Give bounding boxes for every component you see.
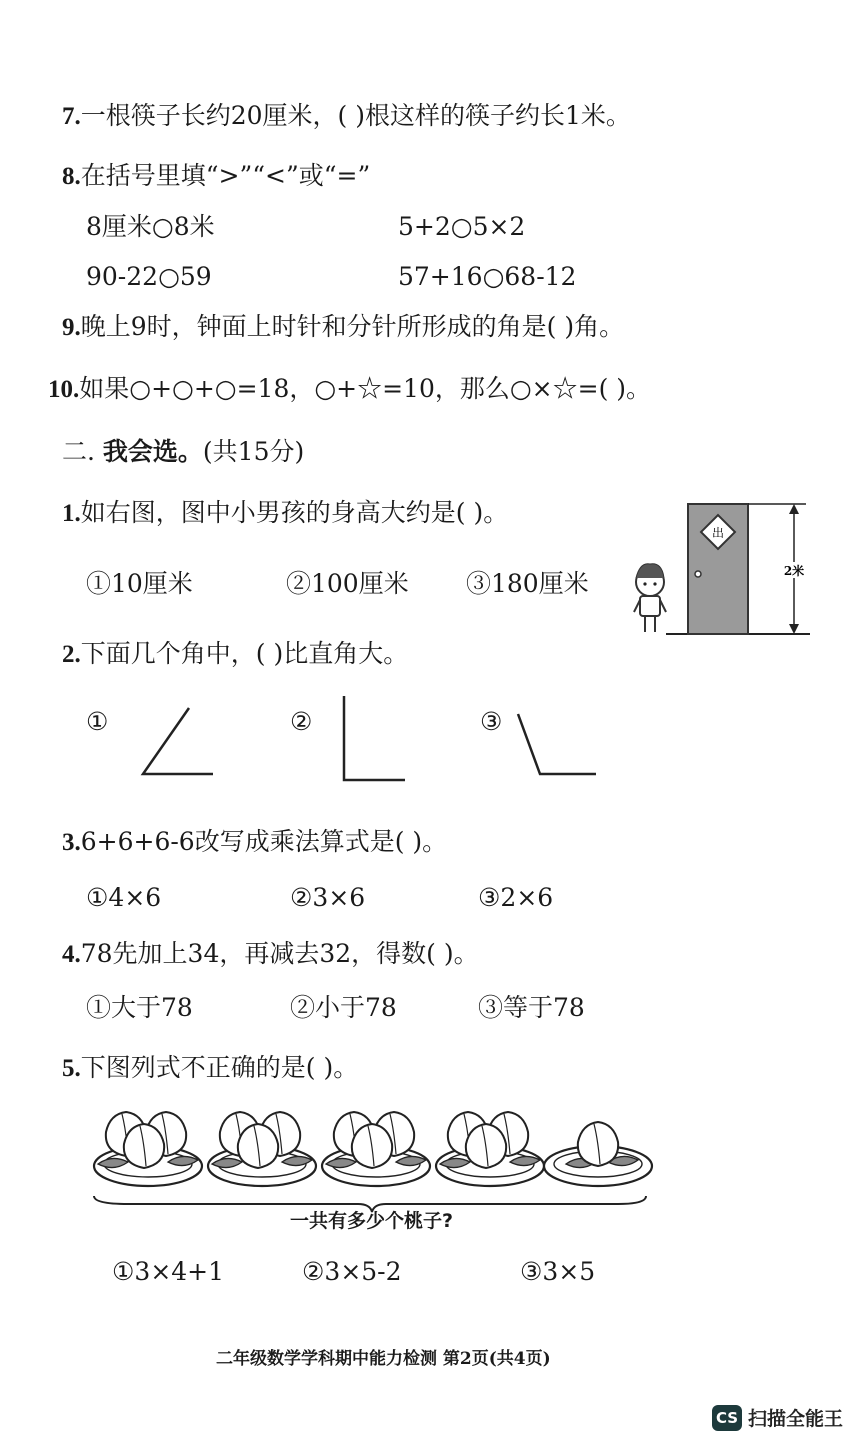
height-label: 2米 <box>783 564 805 578</box>
question-7 <box>62 100 631 133</box>
question-number: 3. <box>62 829 81 856</box>
question-8 <box>62 160 370 193</box>
option-1[interactable]: ①3×4+1 <box>112 1257 225 1286</box>
option-3[interactable]: ③180厘米 <box>466 569 589 598</box>
figure-caption: 一共有多少个桃子? <box>290 1210 454 1232</box>
question-number: 5. <box>62 1055 81 1082</box>
peach-plate-single <box>544 1122 652 1186</box>
choice-question-3 <box>62 826 447 859</box>
scanner-watermark <box>712 1404 843 1431</box>
question-text: 在括号里填“>”“<”或“=” <box>80 161 371 190</box>
right-angle <box>335 690 425 790</box>
section-number: 二. <box>62 437 103 466</box>
question-text: 下图列式不正确的是( )。 <box>80 1053 359 1082</box>
peach-plate <box>322 1112 430 1186</box>
option-2[interactable]: ②3×6 <box>290 883 366 912</box>
question-number: 4. <box>62 941 81 968</box>
boy-door-figure <box>620 496 820 646</box>
question-text: 下面几个角中，( )比直角大。 <box>80 639 409 668</box>
question-text: 晚上9时，钟面上时针和分针所形成的角是( )角。 <box>80 312 625 341</box>
compare-item: 8厘米○8米 <box>86 212 215 241</box>
obtuse-angle <box>510 700 610 790</box>
watermark-text: 扫描全能王 <box>748 1408 844 1430</box>
peach-plate <box>94 1112 202 1186</box>
question-10 <box>48 373 651 406</box>
section-heading <box>62 436 304 468</box>
page-footer: 二年级数学学科期中能力检测 第2页(共4页) <box>216 1349 551 1369</box>
compare-item: 5+2○5×2 <box>398 212 526 241</box>
acute-angle <box>135 698 225 788</box>
question-number: 2. <box>62 641 81 668</box>
boy-icon <box>634 564 666 632</box>
choice-question-2 <box>62 638 408 671</box>
question-9 <box>62 311 624 344</box>
option-2[interactable]: ②100厘米 <box>286 569 409 598</box>
compare-item: 57+16○68-12 <box>398 262 577 291</box>
question-text: 6+6+6-6改写成乘法算式是( )。 <box>80 827 448 856</box>
question-text: 如右图，图中小男孩的身高大约是( )。 <box>80 498 509 527</box>
option-3[interactable]: ③2×6 <box>478 883 554 912</box>
option-1[interactable]: ①大于78 <box>86 993 193 1022</box>
peach-plate <box>436 1112 544 1186</box>
option-2[interactable]: ②小于78 <box>290 993 397 1022</box>
option-1[interactable]: ①10厘米 <box>86 569 193 598</box>
question-text: 如果○+○+○=18，○+☆=10，那么○×☆=( )。 <box>79 374 652 403</box>
cs-logo-icon: CS <box>712 1405 742 1431</box>
option-2[interactable]: ②3×5-2 <box>302 1257 402 1286</box>
option-1[interactable]: ① <box>86 707 109 736</box>
option-3[interactable]: ③ <box>480 707 503 736</box>
section-score: (共15分) <box>202 437 305 466</box>
peach-plate <box>208 1112 316 1186</box>
option-1[interactable]: ①4×6 <box>86 883 162 912</box>
question-number: 9. <box>62 314 81 341</box>
question-number: 1. <box>62 500 81 527</box>
option-2[interactable]: ② <box>290 707 313 736</box>
question-text: 一根筷子长约20厘米，( )根这样的筷子约长1米。 <box>80 101 631 130</box>
option-3[interactable]: ③等于78 <box>478 993 585 1022</box>
question-text: 78先加上34，再减去32，得数( )。 <box>80 939 479 968</box>
question-number: 10. <box>48 376 80 403</box>
choice-question-5 <box>62 1052 358 1085</box>
question-number: 7. <box>62 103 81 130</box>
compare-item: 90-22○59 <box>86 262 212 291</box>
option-3[interactable]: ③3×5 <box>520 1257 596 1286</box>
question-number: 8. <box>62 163 81 190</box>
section-title: 我会选。 <box>102 437 203 466</box>
door-sign-label: 出 <box>711 526 725 540</box>
choice-question-1 <box>62 497 508 530</box>
choice-question-4 <box>62 938 479 971</box>
